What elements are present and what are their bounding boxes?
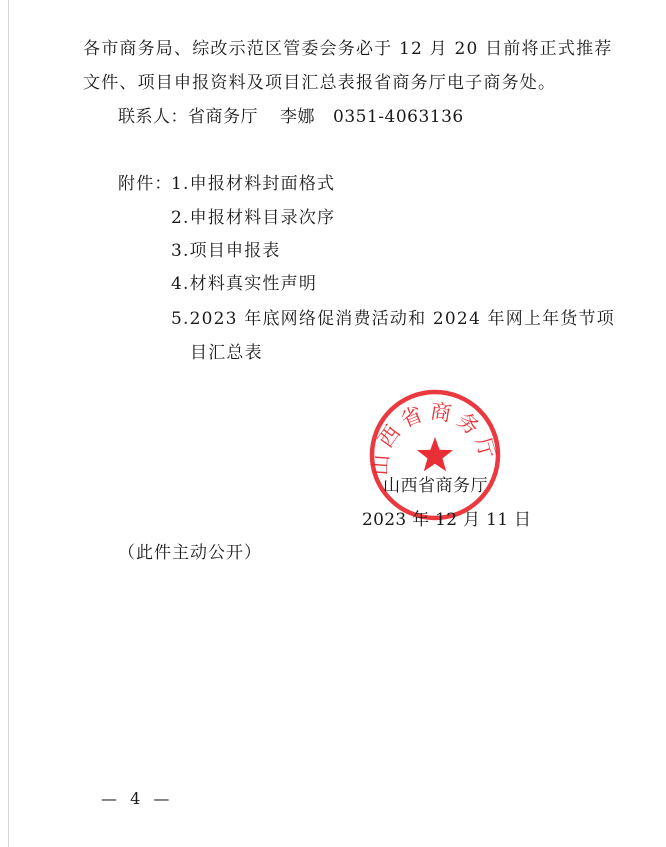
attachment-item-3: 3.项目申报表	[171, 241, 281, 261]
contact-line	[118, 106, 464, 128]
public-notice: （此件主动公开）	[118, 543, 262, 563]
page-number: — 4 —	[101, 789, 174, 808]
attachment-item-2: 2.申报材料目录次序	[171, 208, 336, 228]
signature-date: 2023 年 12 月 11 日	[362, 510, 532, 530]
official-seal-stamp	[368, 388, 502, 522]
contact-phone: 0351-4063136	[333, 107, 464, 127]
attachment-item-5-continued: 目汇总表	[190, 343, 263, 363]
body-paragraph-line-2: 文件、项目申报资料及项目汇总表报省商务厅电子商务处。	[83, 73, 557, 93]
attachment-item-5: 5.2023 年底网络促消费活动和 2024 年网上年货节项	[171, 309, 615, 329]
signature-organization: 山西省商务厅	[383, 476, 488, 496]
body-paragraph-line-1: 各市商务局、综改示范区管委会务必于 12 月 20 日前将正式推荐	[83, 39, 613, 59]
attachment-item-4: 4.材料真实性声明	[171, 274, 318, 294]
attachments-label: 附件：	[118, 174, 173, 194]
page-edge-line	[8, 0, 9, 847]
contact-name: 李娜	[280, 107, 315, 127]
seal-arc-text: 山西省商务厅	[368, 398, 502, 477]
contact-label: 联系人：省商务厅	[118, 107, 258, 127]
attachment-item-1: 1.申报材料封面格式	[171, 174, 336, 194]
seal-star-icon	[417, 437, 453, 471]
